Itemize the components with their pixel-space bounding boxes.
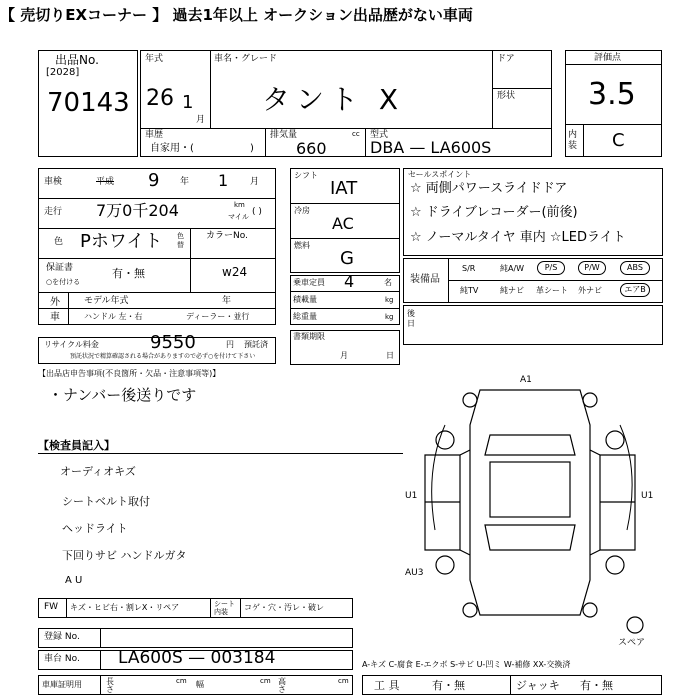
- seller-notes-label: 【出品店申告事項(不良箇所・欠品・注意事項等)】: [38, 369, 221, 378]
- model-label: 型式: [370, 130, 389, 140]
- foreign-handle-label: ハンドル 左・右: [84, 312, 143, 321]
- equip-leather: 革シート: [536, 286, 568, 295]
- diagram-bottom-mark: AU3: [405, 568, 424, 578]
- load-unit: kg: [385, 296, 394, 304]
- tools-label: 工 具: [374, 679, 400, 692]
- capacity-unit: 名: [384, 278, 392, 287]
- recycle-unit: 円: [226, 340, 234, 349]
- dim-height-unit: cm: [338, 677, 349, 685]
- color-side-label: 色替: [177, 232, 184, 249]
- lot-number: 70143: [47, 88, 130, 118]
- displacement-label: 排気量: [270, 130, 298, 140]
- seat-label: シート内装: [214, 600, 235, 616]
- sales-point-2: ☆ ドライブレコーダー(前後): [410, 205, 578, 220]
- use-label: 車歴: [145, 130, 164, 140]
- foreign-model-year-label: モデル年式: [84, 296, 129, 306]
- sales-point-1: ☆ 両側パワースライドドア: [410, 181, 568, 196]
- diagram-left-mark: U1: [405, 491, 418, 501]
- inspector-line-5: A U: [65, 575, 83, 586]
- seller-notes-text: ・ナンバー後送りです: [48, 386, 197, 404]
- inspection-year: 9: [148, 170, 160, 191]
- score-value: 3.5: [588, 77, 636, 112]
- mileage-value: 7万0千204: [96, 201, 179, 220]
- interior-label: 内装: [568, 130, 578, 151]
- equip-navi: 純ナビ: [500, 286, 524, 295]
- displacement-value: 660: [296, 139, 327, 158]
- foreign-label1: 外: [50, 297, 60, 308]
- fuel-value: G: [340, 248, 354, 269]
- rear-label: 後日: [407, 309, 415, 328]
- doc-deadline-label: 書類期限: [293, 332, 325, 341]
- warranty-options: 有・無: [112, 267, 145, 280]
- load-label: 積載量: [293, 295, 317, 304]
- mileage-label: 走行: [44, 207, 63, 217]
- score-label: 評価点: [594, 53, 622, 63]
- capacity-label: 乗車定員: [293, 278, 325, 287]
- rear-box: [403, 305, 663, 345]
- lot-sub: [2028]: [46, 67, 80, 78]
- model-value: DBA — LA600S: [370, 138, 492, 157]
- recycle-note: 預託状況で精算確認される場合がありますので必ず○を付けて下さい: [70, 353, 256, 360]
- jack-value: 有・無: [580, 679, 613, 692]
- foreign-dealer-label: ディーラー・並行: [186, 312, 250, 321]
- year-value: 26: [146, 86, 174, 111]
- interior-value: C: [612, 130, 625, 151]
- mileage-unit-km: km: [234, 201, 245, 209]
- inspection-month: 1: [218, 171, 229, 190]
- color-value: Pホワイト: [80, 231, 163, 252]
- doc-deadline-unit: 月: [340, 351, 348, 360]
- shift-label: シフト: [294, 171, 318, 180]
- tools-box: [362, 675, 662, 695]
- shape-label: 形状: [497, 91, 516, 101]
- equip-abs: ABS: [620, 261, 650, 275]
- chassis-value: LA600S — 003184: [118, 648, 276, 668]
- displacement-unit: cc: [352, 130, 360, 138]
- foreign-year-unit: 年: [222, 296, 232, 306]
- jack-label: ジャッキ: [516, 679, 560, 692]
- inspection-month-unit: 月: [250, 177, 260, 187]
- equip-ps: P/S: [537, 261, 565, 275]
- equip-sr: S/R: [462, 264, 476, 273]
- equip-aw: 純A/W: [500, 264, 525, 273]
- dim-length-unit: cm: [176, 677, 187, 685]
- inspector-line-4: 下回りサビ ハンドルガタ: [62, 549, 187, 562]
- equip-airbag: エアB: [620, 283, 650, 297]
- door-label: ドア: [497, 54, 515, 64]
- reg-box: [38, 628, 353, 648]
- ac-label: 冷房: [294, 206, 310, 215]
- inspector-line-1: オーディオキズ: [60, 465, 136, 478]
- reg-label: 登録 No.: [44, 632, 80, 642]
- shift-value: IAT: [330, 178, 358, 199]
- garage-cert-label: 車庫証明用: [42, 680, 82, 689]
- warranty-label: 保証書: [46, 263, 74, 273]
- year-unit: 月: [196, 115, 206, 125]
- equip-tv: 純TV: [460, 286, 479, 295]
- inspection-year-unit: 年: [180, 177, 190, 187]
- use-close: ): [250, 143, 254, 154]
- dim-width: 幅: [196, 680, 204, 689]
- inspector-line-3: ヘッドライト: [62, 522, 128, 535]
- year-label: 年式: [145, 54, 164, 64]
- doc-deadline-day: 日: [386, 351, 394, 360]
- ac-value: AC: [332, 214, 354, 233]
- use-value: 自家用・(: [150, 143, 194, 154]
- seat-text: コゲ・穴・汚レ・破レ: [244, 603, 324, 612]
- fuel-label: 燃料: [294, 241, 310, 250]
- sales-points-label: セールスポイント: [408, 170, 472, 179]
- year-month: 1: [182, 92, 194, 113]
- mileage-unit-mile: マイル: [228, 213, 249, 221]
- mileage-paren: ( ): [252, 207, 262, 217]
- weight-label: 総重量: [293, 312, 317, 321]
- capacity-value: 4: [344, 272, 355, 291]
- page-title: 【 売切りEXコーナー 】 過去1年以上 オークション出品歴がない車両: [0, 6, 473, 24]
- tools-value: 有・無: [432, 679, 465, 692]
- inspection-era: 平成: [96, 177, 115, 187]
- weight-unit: kg: [385, 313, 394, 321]
- spare-label: スペア: [618, 638, 646, 648]
- equip-ext-navi: 外ナビ: [578, 286, 602, 295]
- recycle-status: 預託済: [244, 340, 268, 349]
- damage-legend: A-キズ C-腐食 E-エクボ S-サビ U-凹ミ W-補修 XX-交換済: [362, 660, 571, 669]
- inspector-label: 【検査員記入】: [38, 439, 115, 452]
- color-no-label: カラーNo.: [206, 231, 248, 241]
- sales-point-3: ☆ ノーマルタイヤ 車内 ☆LEDライト: [410, 230, 626, 245]
- dim-length: 長さ: [106, 677, 114, 694]
- diagram-top-mark: A1: [520, 375, 532, 385]
- fw-label: FW: [44, 602, 59, 612]
- warranty-note: ○を付ける: [46, 278, 81, 286]
- color-no-value: w24: [222, 265, 248, 279]
- diagram-right-mark: U1: [641, 491, 654, 501]
- chassis-label: 車台 No.: [44, 654, 80, 664]
- equipment-label: 装備品: [410, 274, 440, 285]
- inspection-label: 車検: [44, 177, 63, 187]
- color-label: 色: [54, 237, 64, 247]
- recycle-label: リサイクル料金: [44, 340, 99, 349]
- inspector-line-2: シートベルト取付: [62, 495, 150, 508]
- dim-width-unit: cm: [260, 677, 271, 685]
- recycle-value: 9550: [150, 332, 196, 353]
- foreign-label2: 車: [50, 312, 60, 323]
- car-name-value: タント X: [262, 83, 405, 116]
- equip-pw: P/W: [578, 261, 606, 275]
- car-name-label: 車名・グレード: [214, 54, 278, 64]
- lot-label: 出品No.: [55, 53, 99, 67]
- dim-height: 高さ: [278, 677, 286, 694]
- car-diagram: [405, 370, 665, 640]
- fw-text: キズ・ヒビ右・割レX・リペア: [70, 603, 180, 612]
